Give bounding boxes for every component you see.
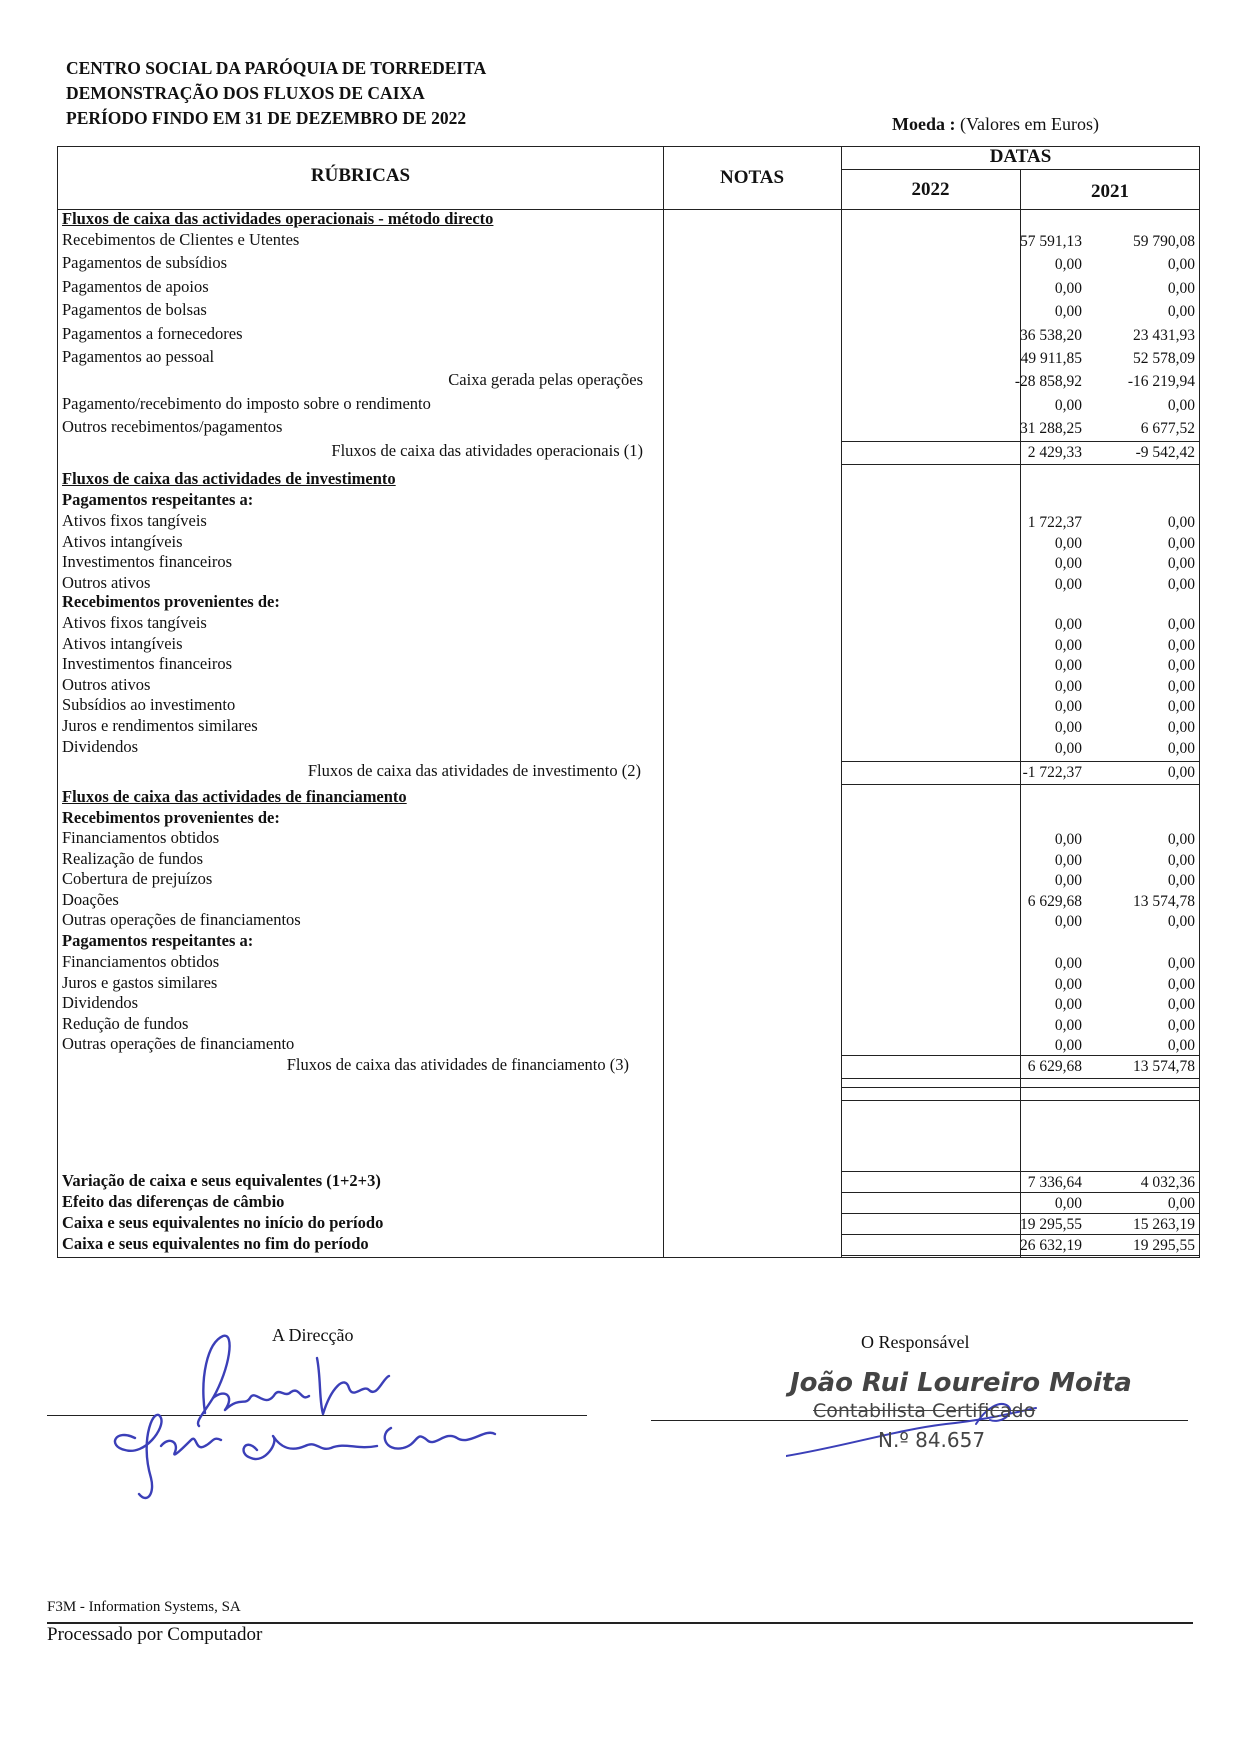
row-label: Efeito das diferenças de câmbio bbox=[62, 1192, 285, 1211]
document-title: DEMONSTRAÇÃO DOS FLUXOS DE CAIXA bbox=[66, 83, 425, 103]
row-label: Pagamentos de subsídios bbox=[62, 253, 227, 273]
total-value-2022: 2 429,33 bbox=[1027, 444, 1082, 461]
value-2022: 0,00 bbox=[1054, 739, 1082, 757]
row-label: Ativos fixos tangíveis bbox=[62, 613, 207, 632]
table-row bbox=[58, 1014, 1199, 1036]
value-2022: 0,00 bbox=[1054, 975, 1082, 993]
value-2022: 0,00 bbox=[1054, 1195, 1082, 1212]
col-header-2022: 2022 bbox=[911, 179, 950, 200]
table-row bbox=[58, 277, 1199, 299]
group-title-row bbox=[58, 931, 1199, 953]
summary-box-2021 bbox=[1020, 1234, 1200, 1256]
table-row bbox=[58, 993, 1199, 1015]
value-2022: 57 591,13 bbox=[1020, 233, 1082, 250]
total-value-2022: -1 722,37 bbox=[1022, 764, 1082, 781]
table-row bbox=[58, 253, 1199, 275]
value-2022: 0,00 bbox=[1054, 677, 1082, 695]
table-row bbox=[58, 849, 1199, 871]
value-2022: 0,00 bbox=[1054, 396, 1082, 414]
datas-underline bbox=[841, 169, 1200, 170]
value-2021: 0,00 bbox=[1167, 256, 1195, 274]
col-header-rubricas: RÚBRICAS bbox=[310, 165, 411, 186]
row-label: Outros ativos bbox=[62, 674, 151, 694]
row-label: Outros ativos bbox=[62, 572, 151, 592]
table-row bbox=[58, 716, 1199, 738]
row-label: Cobertura de prejuízos bbox=[62, 869, 213, 889]
group-title-fin-pag: Pagamentos respeitantes a: bbox=[62, 931, 254, 950]
total-label: Fluxos de caixa das atividades de investimento (2) bbox=[307, 761, 641, 780]
value-2022: 19 295,55 bbox=[1020, 1216, 1082, 1233]
col-header-notas: NOTAS bbox=[719, 167, 785, 188]
total-row-investimento bbox=[58, 761, 1199, 783]
table-row bbox=[58, 300, 1199, 322]
table-row bbox=[58, 634, 1199, 656]
row-label: Investimentos financeiros bbox=[62, 552, 232, 572]
summary-box-2022 bbox=[841, 1234, 1021, 1256]
table-row bbox=[58, 394, 1199, 416]
value-2022: 0,00 bbox=[1054, 872, 1082, 890]
value-2021: 0,00 bbox=[1167, 913, 1195, 931]
value-2022: 49 911,85 bbox=[1020, 350, 1082, 367]
row-label: Variação de caixa e seus equivalentes (1+2+3) bbox=[62, 1171, 381, 1190]
row-label: Subsídios ao investimento bbox=[62, 695, 236, 715]
value-2022: 0,00 bbox=[1054, 955, 1082, 972]
value-2022: 0,00 bbox=[1054, 831, 1082, 848]
stamp-title: Contabilista Certificado bbox=[813, 1400, 1036, 1422]
summary-box-2021 bbox=[1020, 1213, 1200, 1235]
section-title-financiamento: Fluxos de caixa das actividades de financiamento bbox=[62, 787, 407, 806]
value-2022: 0,00 bbox=[1054, 996, 1082, 1014]
summary-box-2021 bbox=[1020, 1171, 1200, 1193]
spacer-box-2021 bbox=[1020, 1087, 1200, 1101]
value-2022: 6 629,68 bbox=[1027, 892, 1082, 910]
row-label: Pagamento/recebimento do imposto sobre o rendimento bbox=[62, 393, 431, 413]
value-2021: 6 677,52 bbox=[1140, 420, 1195, 438]
table-row bbox=[58, 890, 1199, 912]
value-2021: 0,00 bbox=[1167, 303, 1195, 321]
section-title-investimento: Fluxos de caixa das actividades de investimento bbox=[62, 469, 396, 488]
value-2021: 0,00 bbox=[1167, 534, 1195, 552]
row-label: Dividendos bbox=[62, 736, 139, 756]
currency-value: (Valores em Euros) bbox=[959, 114, 1099, 134]
table-row bbox=[58, 230, 1199, 252]
value-2021: 0,00 bbox=[1167, 616, 1195, 633]
row-label: Juros e rendimentos similares bbox=[62, 716, 258, 735]
cash-flow-table bbox=[57, 146, 1200, 1258]
value-2022: 0,00 bbox=[1054, 1037, 1082, 1055]
value-2022: 0,00 bbox=[1054, 575, 1082, 593]
value-2022: 0,00 bbox=[1054, 534, 1082, 552]
value-2022: 0,00 bbox=[1054, 913, 1082, 931]
row-label: Ativos intangíveis bbox=[62, 531, 183, 551]
row-label: Investimentos financeiros bbox=[62, 654, 232, 674]
value-2021: 0,00 bbox=[1167, 1195, 1195, 1212]
table-row bbox=[58, 613, 1199, 635]
col-header-2021: 2021 bbox=[1091, 181, 1129, 202]
table-row bbox=[58, 552, 1199, 574]
value-2021: 19 295,55 bbox=[1133, 1237, 1195, 1254]
section-title-row bbox=[58, 469, 1199, 491]
table-row bbox=[58, 973, 1199, 995]
value-2021: 0,00 bbox=[1167, 955, 1195, 972]
value-2021: 0,00 bbox=[1167, 698, 1195, 716]
table-row bbox=[58, 347, 1199, 369]
value-2022: 0,00 bbox=[1054, 303, 1082, 321]
row-label: Pagamentos de apoios bbox=[62, 276, 209, 296]
row-label: Outros recebimentos/pagamentos bbox=[62, 417, 283, 437]
table-row bbox=[58, 654, 1199, 676]
value-2021: 0,00 bbox=[1167, 851, 1195, 869]
value-2021: 0,00 bbox=[1167, 975, 1195, 993]
row-label: Recebimentos de Clientes e Utentes bbox=[62, 230, 300, 249]
value-2021: 0,00 bbox=[1167, 657, 1195, 675]
group-title-row bbox=[58, 490, 1199, 512]
value-2021: 0,00 bbox=[1167, 1037, 1195, 1055]
value-2022: 0,00 bbox=[1054, 1016, 1082, 1034]
row-label: Doações bbox=[62, 889, 119, 909]
section-title-operacionais: Fluxos de caixa das actividades operacionais - método directo bbox=[62, 209, 494, 228]
table-row bbox=[58, 675, 1199, 697]
total-value-2021: -9 542,42 bbox=[1135, 444, 1195, 461]
stamp-name: João Rui Loureiro Moita bbox=[790, 1368, 1132, 1398]
value-2021: 0,00 bbox=[1167, 1016, 1195, 1034]
table-row bbox=[58, 737, 1199, 759]
value-2022: 0,00 bbox=[1054, 616, 1082, 633]
currency-note bbox=[892, 114, 1099, 135]
value-2021: 15 263,19 bbox=[1133, 1216, 1195, 1233]
row-label: Outras operações de financiamentos bbox=[62, 910, 301, 930]
total-value-2021: 0,00 bbox=[1167, 764, 1195, 781]
value-2022: 0,00 bbox=[1054, 719, 1082, 736]
value-2021: 0,00 bbox=[1167, 279, 1195, 297]
group-title-row bbox=[58, 808, 1199, 830]
processed-note: Processado por Computador bbox=[47, 1624, 263, 1645]
value-2022: 0,00 bbox=[1054, 555, 1082, 573]
table-row bbox=[58, 324, 1199, 346]
table-row bbox=[58, 370, 1199, 392]
total-value-2022: 6 629,68 bbox=[1027, 1058, 1082, 1075]
row-label: Dividendos bbox=[62, 993, 139, 1013]
value-2022: 31 288,25 bbox=[1020, 420, 1082, 438]
table-row bbox=[58, 532, 1199, 554]
row-label: Pagamentos a fornecedores bbox=[62, 323, 243, 343]
section-title-row bbox=[58, 787, 1199, 809]
value-2021: 0,00 bbox=[1167, 555, 1195, 573]
value-2021: 0,00 bbox=[1167, 872, 1195, 890]
row-label: Realização de fundos bbox=[62, 848, 204, 868]
table-row bbox=[58, 417, 1199, 439]
table-row bbox=[58, 869, 1199, 891]
value-2022: 36 538,20 bbox=[1020, 326, 1082, 344]
row-label: Pagamentos ao pessoal bbox=[62, 347, 215, 366]
group-title-inv-pag: Pagamentos respeitantes a: bbox=[62, 490, 254, 509]
row-label: Financiamentos obtidos bbox=[62, 952, 220, 971]
value-2021: 23 431,93 bbox=[1133, 326, 1195, 344]
row-label: Caixa e seus equivalentes no início do período bbox=[62, 1213, 384, 1232]
summary-box-2021 bbox=[1020, 1192, 1200, 1214]
signature-label-direccao: A Direcção bbox=[272, 1325, 354, 1345]
value-2022: 0,00 bbox=[1054, 851, 1082, 869]
currency-label: Moeda : bbox=[892, 114, 956, 134]
value-2021: 0,00 bbox=[1167, 575, 1195, 593]
table-row bbox=[58, 695, 1199, 717]
total-row-operacionais bbox=[58, 441, 1199, 463]
row-label: Financiamentos obtidos bbox=[62, 828, 220, 847]
summary-box-2022 bbox=[841, 1192, 1021, 1214]
row-label: Redução de fundos bbox=[62, 1013, 189, 1033]
signature-label-responsavel: O Responsável bbox=[861, 1332, 970, 1352]
period: PERÍODO FINDO EM 31 DE DEZEMBRO DE 2022 bbox=[66, 108, 467, 128]
row-label: Pagamentos de bolsas bbox=[62, 300, 207, 320]
value-2022: 1 722,37 bbox=[1027, 514, 1082, 531]
org-name: CENTRO SOCIAL DA PARÓQUIA DE TORREDEITA bbox=[66, 58, 487, 78]
row-label: Ativos fixos tangíveis bbox=[62, 511, 207, 530]
spacer-box-2022 bbox=[841, 1087, 1021, 1101]
group-title-inv-rec: Recebimentos provenientes de: bbox=[62, 592, 280, 611]
software-credit: F3M - Information Systems, SA bbox=[47, 1599, 241, 1615]
value-2022: 7 336,64 bbox=[1027, 1174, 1082, 1191]
group-title-fin-rec: Recebimentos provenientes de: bbox=[62, 808, 280, 827]
group-title-row bbox=[58, 592, 1199, 614]
row-label: Juros e gastos similares bbox=[62, 972, 218, 992]
value-2021: 4 032,36 bbox=[1140, 1174, 1195, 1191]
value-2021: 0,00 bbox=[1167, 831, 1195, 848]
value-2022: 0,00 bbox=[1054, 256, 1082, 274]
total-label: Fluxos de caixa das atividades operacionais (1) bbox=[331, 441, 643, 460]
col-header-datas: DATAS bbox=[989, 146, 1052, 167]
value-2021: 0,00 bbox=[1167, 996, 1195, 1014]
value-2022: -28 858,92 bbox=[1014, 373, 1082, 391]
value-2021: 13 574,78 bbox=[1133, 892, 1195, 910]
stamp-number: N.º 84.657 bbox=[878, 1428, 986, 1452]
value-2021: 0,00 bbox=[1167, 739, 1195, 757]
row-label: Caixa e seus equivalentes no fim do período bbox=[62, 1234, 369, 1253]
row-label: Ativos intangíveis bbox=[62, 633, 183, 653]
value-2021: 0,00 bbox=[1167, 719, 1195, 736]
summary-box-2022 bbox=[841, 1213, 1021, 1235]
value-2022: 0,00 bbox=[1054, 279, 1082, 297]
value-2022: 0,00 bbox=[1054, 657, 1082, 675]
summary-box-2022 bbox=[841, 1171, 1021, 1193]
total-row-financiamento bbox=[58, 1055, 1199, 1077]
table-row bbox=[58, 1034, 1199, 1056]
handwritten-signature-direccao bbox=[95, 1318, 535, 1508]
value-2021: 59 790,08 bbox=[1133, 233, 1195, 250]
row-label: Caixa gerada pelas operações bbox=[448, 370, 643, 390]
table-row bbox=[58, 952, 1199, 974]
value-2021: 0,00 bbox=[1167, 396, 1195, 414]
value-2022: 0,00 bbox=[1054, 698, 1082, 716]
section-title-row bbox=[58, 209, 1199, 231]
total-label: Fluxos de caixa das atividades de financiamento (3) bbox=[286, 1055, 629, 1074]
value-2021: 0,00 bbox=[1167, 636, 1195, 654]
value-2021: 0,00 bbox=[1167, 514, 1195, 531]
table-row bbox=[58, 910, 1199, 932]
value-2022: 0,00 bbox=[1054, 636, 1082, 654]
row-label: Outras operações de financiamento bbox=[62, 1034, 295, 1054]
value-2021: 0,00 bbox=[1167, 677, 1195, 695]
value-2021: -16 219,94 bbox=[1127, 373, 1195, 391]
table-row bbox=[58, 828, 1199, 850]
value-2022: 26 632,19 bbox=[1020, 1237, 1082, 1254]
table-row bbox=[58, 511, 1199, 533]
value-2021: 52 578,09 bbox=[1133, 350, 1195, 367]
total-value-2021: 13 574,78 bbox=[1133, 1058, 1195, 1075]
